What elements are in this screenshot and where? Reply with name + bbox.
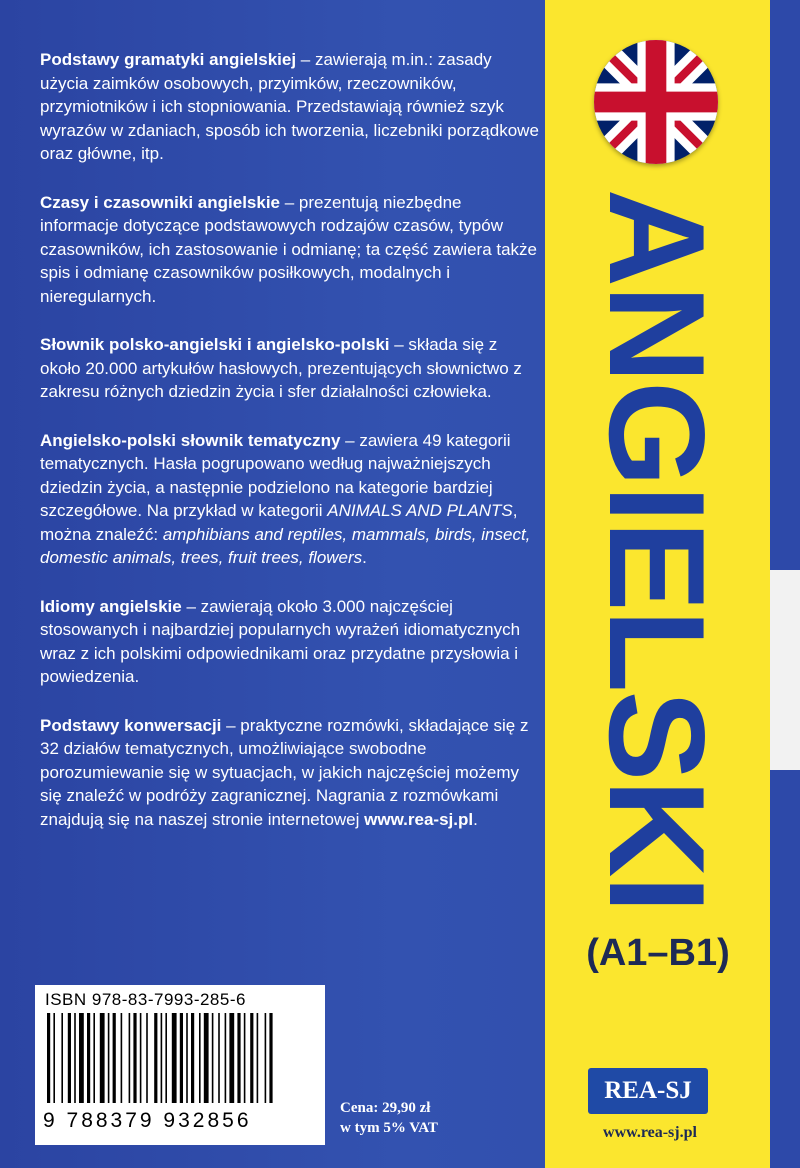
barcode-bar	[265, 1013, 267, 1103]
barcode-bar	[212, 1013, 214, 1103]
section-idioms	[40, 595, 540, 689]
section-text: – praktyczne rozmówki, składające się z 32 działów tematycznych, umożliwiające swobodne porozumiewanie się w sytuacjach, w jakich najczęściej możemy się znaleźć w podróży zagranicznej. Nagrania z rozmówkami znajdują się na naszej stronie internetowej	[40, 715, 529, 829]
publisher-website: www.rea-sj.pl	[603, 1124, 697, 1141]
section-thematic-dictionary	[40, 429, 540, 570]
barcode-bar	[133, 1013, 136, 1103]
section-text: , można znaleźć:	[40, 501, 518, 544]
section-heading: Czasy i czasowniki angielskie	[40, 192, 281, 212]
barcode-bar	[87, 1013, 90, 1103]
vat-line: w tym 5% VAT	[340, 1120, 438, 1136]
section-italic-category: ANIMALS AND PLANTS	[327, 501, 513, 520]
barcode-bar	[113, 1013, 116, 1103]
publisher-logo: REA-SJ	[588, 1068, 708, 1114]
section-text: .	[473, 809, 478, 829]
barcode-bar	[121, 1013, 123, 1103]
section-heading: Podstawy konwersacji	[40, 715, 222, 735]
section-text: – prezentują niezbędne informacje dotyczące podstawowych rodzajów czasów, typów czasowników, ich zastosowanie i odmianę; ta część zawiera także spis i odmianę czasowników posiłkowych, modalnych i nieregularnych.	[40, 192, 538, 306]
barcode-bar	[218, 1013, 220, 1103]
section-tenses	[40, 191, 540, 309]
barcode-bar	[74, 1013, 76, 1103]
uk-flag-icon	[594, 40, 718, 164]
barcode-bar	[108, 1013, 110, 1103]
barcode-bar	[172, 1013, 177, 1103]
barcode-bar	[204, 1013, 209, 1103]
barcode-bar	[199, 1013, 201, 1103]
section-italic-examples: amphibians and reptiles, mammals, birds, insect, domestic animals, trees, fruit trees, flowers	[40, 524, 531, 567]
barcode-bar	[129, 1013, 131, 1103]
barcode-bar	[53, 1013, 55, 1103]
barcode-bar	[93, 1013, 95, 1103]
barcode-bar	[154, 1013, 157, 1103]
price-block	[340, 1098, 438, 1138]
barcode-bar	[180, 1013, 183, 1103]
barcode-bar	[269, 1013, 272, 1103]
section-text: – składa się z około 20.000 artykułów hasłowych, prezentujących słownictwo z zakresu różnych dziedzin życia i sfer działalności człowieka.	[40, 335, 522, 401]
section-grammar	[40, 48, 540, 166]
section-heading: Idiomy angielskie	[40, 596, 182, 616]
barcode-bar	[186, 1013, 188, 1103]
barcode-bar	[140, 1013, 142, 1103]
section-conversation	[40, 714, 540, 832]
barcode-bar	[61, 1013, 63, 1103]
cover-edge-page	[770, 570, 800, 770]
section-dictionary	[40, 333, 540, 404]
barcode-bar	[229, 1013, 234, 1103]
isbn-digits: 9 788379 932856	[43, 1109, 252, 1132]
section-heading: Podstawy gramatyki angielskiej	[40, 50, 297, 69]
barcode-bar	[47, 1013, 50, 1103]
price-line: Cena: 29,90 zł	[340, 1100, 431, 1116]
website-link: www.rea-sj.pl	[364, 809, 474, 829]
barcode-bar	[165, 1013, 167, 1103]
barcode-bar	[237, 1013, 240, 1103]
barcode-bar	[257, 1013, 259, 1103]
barcode-bar	[161, 1013, 163, 1103]
barcode-bar	[250, 1013, 253, 1103]
barcode-bar	[68, 1013, 71, 1103]
section-heading: Słownik polsko-angielski i angielsko-polski	[40, 335, 390, 354]
section-text: – zawierają m.in.: zasady użycia zaimków osobowych, przyimków, rzeczowników, przymiotników i ich stopniowania. Przedstawiają również szyk wyrazów w zdaniach, sposób ich tworzenia, liczebniki porządkowe oraz główne, itp.	[40, 50, 539, 163]
barcode-bar	[225, 1013, 227, 1103]
barcode-box	[35, 985, 325, 1145]
section-heading: Angielsko-polski słownik tematyczny	[40, 430, 341, 450]
barcode-bar	[79, 1013, 84, 1103]
description-column	[40, 48, 540, 856]
barcode-bar	[100, 1013, 105, 1103]
section-text: .	[362, 548, 367, 567]
book-title: ANGIELSKI	[581, 188, 733, 912]
barcode-icon	[43, 1013, 317, 1109]
barcode-bar	[146, 1013, 148, 1103]
isbn-label: ISBN 978-83-7993-285-6	[45, 990, 246, 1009]
barcode-bar	[244, 1013, 246, 1103]
section-text: – zawiera 49 kategorii tematycznych. Hasła pogrupowano według najważniejszych dziedzin życia, a następnie podzielono na kategorie bardziej szczegółowe. Na przykład w kategorii	[40, 430, 511, 520]
level-label: (A1–B1)	[586, 932, 730, 974]
section-text: – zawierają około 3.000 najczęściej stosowanych i najbardziej popularnych wyrażeń idiomatycznych wraz z ich polskimi odpowiednikami oraz przydatne przysłowia i powiedzenia.	[40, 596, 521, 686]
barcode-bar	[191, 1013, 194, 1103]
